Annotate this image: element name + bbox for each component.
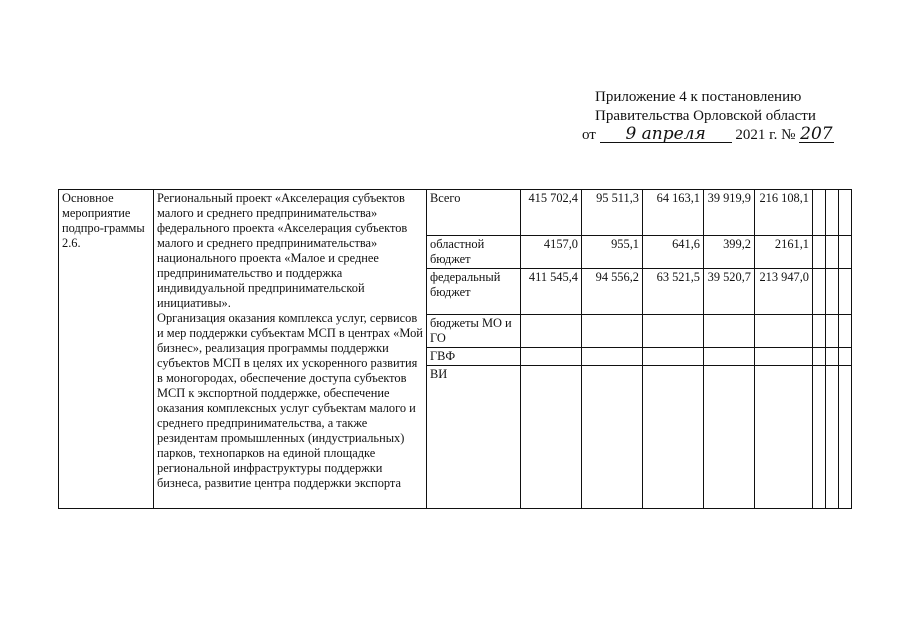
funding-source: ГВФ bbox=[427, 348, 521, 366]
value-cell: 955,1 bbox=[582, 236, 643, 269]
value-cell: 2161,1 bbox=[755, 236, 813, 269]
value-cell: 213 947,0 bbox=[755, 269, 813, 315]
decree-date-line bbox=[582, 126, 834, 145]
funding-source: ВИ bbox=[427, 366, 521, 509]
value-cell: 94 556,2 bbox=[582, 269, 643, 315]
value-cell: 63 521,5 bbox=[643, 269, 704, 315]
document-header bbox=[582, 88, 834, 145]
funding-source: бюджеты МО и ГО bbox=[427, 315, 521, 348]
funding-source: Всего bbox=[427, 190, 521, 236]
from-label: от bbox=[582, 127, 596, 143]
value-cell: 399,2 bbox=[704, 236, 755, 269]
value-cell: 415 702,4 bbox=[521, 190, 582, 236]
table-row bbox=[59, 190, 852, 236]
funding-source: федеральный бюджет bbox=[427, 269, 521, 315]
description-project: Региональный проект «Акселерация субъектов малого и среднего предпринимательства» федерального проекта «Акселерация субъектов малого и среднего предпринимательства» национального проекта «Малое и среднее предпринимательство и поддержка индивидуальной предпринимательской инициативы». bbox=[157, 191, 408, 310]
value-cell: 39 520,7 bbox=[704, 269, 755, 315]
value-cell: 411 545,4 bbox=[521, 269, 582, 315]
measure-description bbox=[154, 190, 427, 509]
value-cell: 64 163,1 bbox=[643, 190, 704, 236]
government-name: Правительства Орловской области bbox=[595, 108, 816, 124]
value-cell: 39 919,9 bbox=[704, 190, 755, 236]
value-cell: 641,6 bbox=[643, 236, 704, 269]
description-activities: Организация оказания комплекса услуг, сервисов и мер поддержки субъектам МСП в центрах «Мой бизнес», реализация программы поддержки субъектов МСП в целях их ускоренного развития в моногородах, обеспечение доступа субъектов МСП к экспортной поддержке, обеспечение оказания комплексных услуг субъектам малого и среднего предпринимательства, а также резидентам промышленных (индустриальных) парков, технопарков на единой площадке региональной инфраструктуры поддержки бизнеса, развитие центра поддержки экспорта bbox=[157, 311, 423, 490]
year-label: 2021 г. № bbox=[735, 127, 796, 143]
handwritten-date: 9 апреля bbox=[600, 126, 732, 143]
measure-label: Основное мероприятие подпро-граммы 2.6. bbox=[59, 190, 154, 509]
handwritten-number: 207 bbox=[800, 124, 833, 144]
appendix-title: Приложение 4 к постановлению bbox=[595, 89, 802, 105]
value-cell: 95 511,3 bbox=[582, 190, 643, 236]
value-cell: 216 108,1 bbox=[755, 190, 813, 236]
funding-source: областной бюджет bbox=[427, 236, 521, 269]
budget-table bbox=[58, 189, 852, 509]
value-cell: 4157,0 bbox=[521, 236, 582, 269]
